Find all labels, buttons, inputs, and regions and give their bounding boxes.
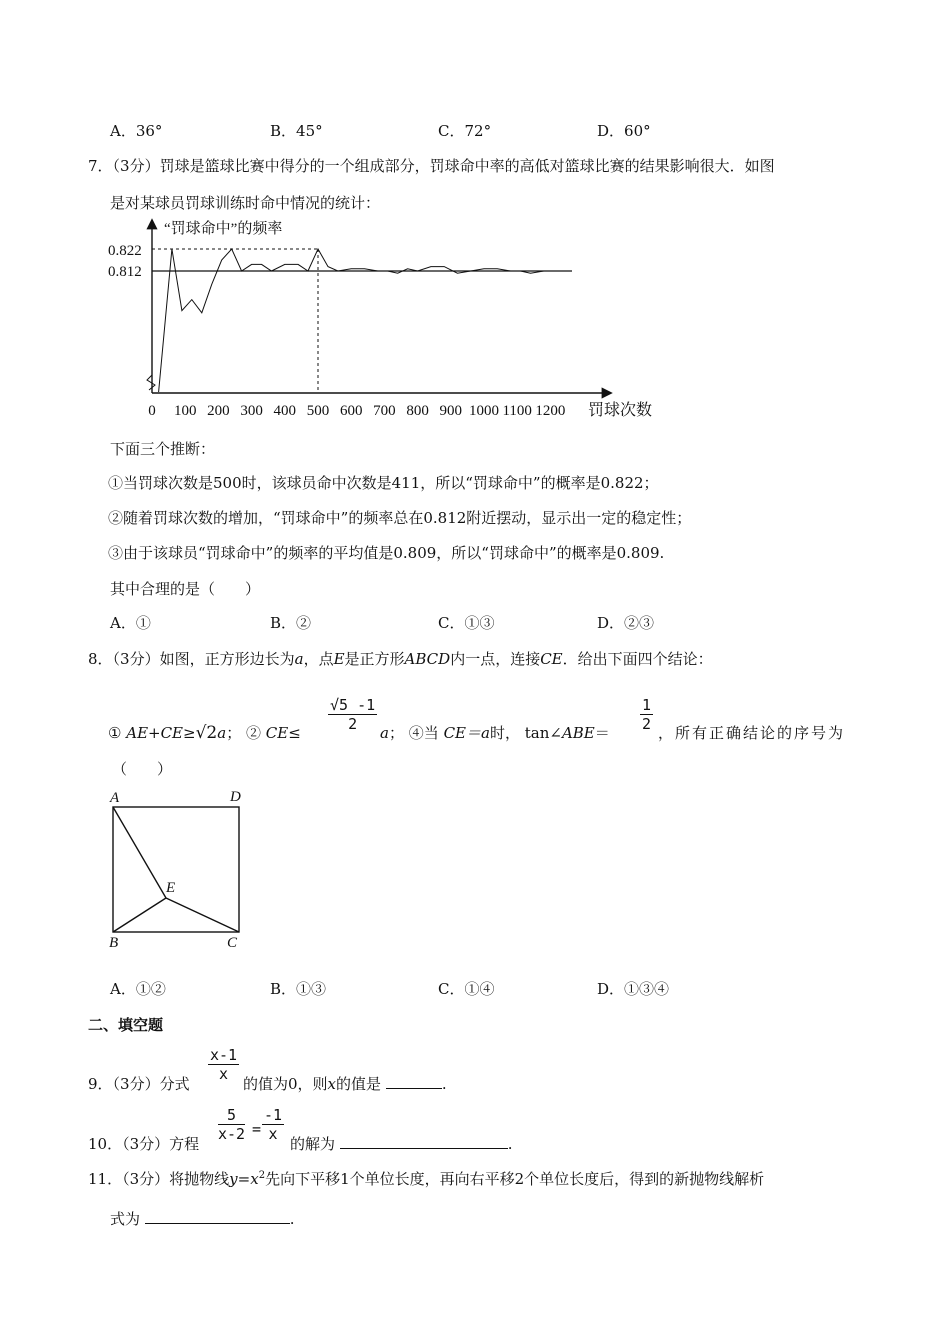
segment-ae xyxy=(113,807,166,898)
circled-number: ① xyxy=(108,724,122,742)
x-tick-label-1200: 1200 xyxy=(535,403,566,419)
stem-text: 分式 xyxy=(159,1075,190,1093)
question-points: （3分） xyxy=(112,650,160,668)
var-a: a xyxy=(380,724,389,742)
stem-text: 如图，正方形边长为 xyxy=(159,650,295,668)
x-axis-label: 罚球次数 xyxy=(588,402,653,419)
q11-line2 xyxy=(110,1208,295,1229)
var-x: x xyxy=(250,1170,259,1188)
x-tick-label-700: 700 xyxy=(373,403,396,419)
question-number: 7． xyxy=(88,157,113,175)
var-a: a xyxy=(294,650,304,668)
axis-break-icon xyxy=(147,375,155,390)
math-expr: CE xyxy=(265,724,289,742)
angle-abe: ABE xyxy=(561,724,595,742)
math-expr: CE＝ xyxy=(443,724,481,742)
q10-equals: = xyxy=(252,1120,262,1138)
stem-text: 式为 xyxy=(110,1210,141,1228)
option-text: ①④ xyxy=(464,980,495,998)
x-tick-label-800: 800 xyxy=(406,403,429,419)
option-text: ② xyxy=(296,614,312,632)
option-letter: B． xyxy=(270,122,297,140)
label-e: E xyxy=(166,880,176,896)
x-tick-label-500: 500 xyxy=(306,403,330,419)
x-tick-label-100: 100 xyxy=(173,403,197,419)
q8-option-a[interactable] xyxy=(110,978,166,999)
separator: ； xyxy=(388,724,404,742)
exponent: 2 xyxy=(258,1170,266,1181)
q8-tail: ，所有正确结论的序号为 xyxy=(658,724,846,742)
answer-blank[interactable] xyxy=(386,1087,442,1089)
option-letter: C． xyxy=(438,122,465,140)
y-tick-label-0.812: 0.812 xyxy=(108,264,142,280)
fraction-numerator: x-1 xyxy=(210,1046,238,1064)
var-ce: CE xyxy=(540,650,563,668)
x-tick-labels xyxy=(148,403,565,419)
x-tick-label-1100: 1100 xyxy=(502,403,532,419)
question-points: （3分） xyxy=(122,1135,170,1153)
option-letter: B． xyxy=(270,980,297,998)
fraction-denominator: x xyxy=(219,1065,229,1083)
option-letter: A． xyxy=(110,122,136,140)
x-tick-label-1000: 1000 xyxy=(469,403,499,419)
y-tick-label-0.822: 0.822 xyxy=(108,243,142,259)
stem-text: 是正方形 xyxy=(344,650,405,668)
label-b: B xyxy=(109,935,119,951)
q9-stem xyxy=(88,1073,190,1094)
option-letter: C． xyxy=(438,614,465,632)
stem-text: 的值为0，则 xyxy=(243,1075,328,1093)
question-points: （3分） xyxy=(112,1075,160,1093)
q9-stem-rest xyxy=(243,1073,447,1094)
q11-stem xyxy=(88,1168,764,1189)
circled-number: ④ xyxy=(408,724,424,742)
x-tick-label-400: 400 xyxy=(273,403,297,419)
stem-text: 将抛物线 xyxy=(169,1170,230,1188)
q8-option-b[interactable] xyxy=(270,978,326,999)
q7-intro: 下面三个推断： xyxy=(110,440,216,458)
math-op: = xyxy=(237,1170,251,1188)
q10-stem-rest xyxy=(290,1133,513,1154)
var-abcd: ABCD xyxy=(404,650,451,668)
fraction-numerator: 1 xyxy=(642,696,652,714)
option-letter: D． xyxy=(597,614,625,632)
q6-option-d[interactable] xyxy=(597,120,651,141)
section-title: 二、填空题 xyxy=(88,1016,164,1034)
q7-inference-3: ③由于该球员“罚球命中”的频率的平均值是0.809，所以“罚球命中”的概率是0.809. xyxy=(108,544,665,562)
var-a: a xyxy=(217,724,227,742)
var-a: a xyxy=(481,724,490,742)
stem-text: 的值是 xyxy=(336,1075,382,1093)
stem-text: 方程 xyxy=(169,1135,200,1153)
option-text: ①③ xyxy=(464,614,495,632)
var-y: y xyxy=(229,1170,238,1188)
q6-option-a[interactable] xyxy=(110,120,162,141)
q6-option-b[interactable] xyxy=(270,120,323,141)
q10-fraction-left xyxy=(218,1106,245,1143)
circled-number: ② xyxy=(246,724,262,742)
answer-blank[interactable] xyxy=(340,1147,508,1149)
stem-text: . xyxy=(289,1210,295,1228)
q8-option-d[interactable] xyxy=(597,978,669,999)
square-figure xyxy=(100,784,260,954)
math-op: ＝ xyxy=(594,724,610,742)
option-text: 72° xyxy=(464,122,492,140)
q6-option-c[interactable] xyxy=(438,120,491,141)
q8-fraction-sqrt5 xyxy=(328,696,377,733)
math-op: ≥ xyxy=(183,724,196,742)
stem-text: ，点 xyxy=(303,650,334,668)
question-number: 10． xyxy=(88,1135,123,1153)
option-letter: A． xyxy=(110,980,136,998)
q7-stem-line2: 是对某球员罚球训练时命中情况的统计： xyxy=(110,194,381,212)
option-letter: D． xyxy=(597,980,625,998)
option-text: 36° xyxy=(135,122,163,140)
fraction-denominator: x-2 xyxy=(218,1125,246,1143)
fraction-denominator: 2 xyxy=(642,715,652,733)
q7-option-a[interactable] xyxy=(110,612,151,633)
q8-option-c[interactable] xyxy=(438,978,495,999)
fraction-numerator: 5 xyxy=(227,1106,237,1124)
stem-text: . xyxy=(507,1135,513,1153)
x-tick-label-0: 0 xyxy=(148,403,156,419)
segment-be xyxy=(113,898,166,932)
question-stem: 罚球是篮球比赛中得分的一个组成部分，罚球命中率的高低对篮球比赛的结果影响很大．如图 xyxy=(159,157,775,175)
x-tick-label-300: 300 xyxy=(240,403,263,419)
answer-blank[interactable] xyxy=(145,1222,290,1224)
math-tan: tan∠ xyxy=(524,724,562,742)
option-letter: A． xyxy=(110,614,136,632)
q7-inference-1: ①当罚球次数是500时，该球员命中次数是411，所以“罚球命中”的概率是0.822； xyxy=(108,474,659,492)
math-op: ≤ xyxy=(288,724,301,742)
option-text: ①② xyxy=(135,980,166,998)
stem-text: 内一点，连接 xyxy=(450,650,541,668)
option-text: ①③④ xyxy=(624,980,670,998)
chart-title: “罚球命中”的频率 xyxy=(164,221,283,237)
question-number: 8． xyxy=(88,650,113,668)
q8-stem xyxy=(88,648,713,669)
stem-text: 当 xyxy=(423,724,439,742)
sqrt-2: √2 xyxy=(195,723,218,743)
q7-stem-line1 xyxy=(88,155,775,176)
q10-fraction-right xyxy=(262,1106,284,1143)
fraction-numerator: √5 -1 xyxy=(330,696,376,714)
option-text: ① xyxy=(135,614,151,632)
math-expr: AE+CE xyxy=(126,724,184,742)
q7-inference-2: ②随着罚球次数的增加，“罚球命中”的频率总在0.812附近摆动，显示出一定的稳定性； xyxy=(108,509,692,527)
q7-option-d[interactable] xyxy=(597,612,654,633)
x-tick-label-900: 900 xyxy=(439,403,463,419)
square-abcd xyxy=(113,807,239,932)
label-a: A xyxy=(110,790,120,806)
q8-paren: （ ） xyxy=(112,760,173,778)
fraction-numerator: -1 xyxy=(264,1106,283,1124)
option-text: 45° xyxy=(296,122,323,140)
question-number: 9． xyxy=(88,1075,113,1093)
q7-option-b[interactable] xyxy=(270,612,311,633)
option-text: ②③ xyxy=(624,614,655,632)
q8-conclusion-1 xyxy=(108,722,301,743)
label-c: C xyxy=(227,935,238,951)
option-text: ①③ xyxy=(296,980,327,998)
option-text: 60° xyxy=(624,122,651,140)
frequency-chart xyxy=(100,215,670,425)
stem-text: 时， xyxy=(489,724,520,742)
var-x: x xyxy=(327,1075,337,1093)
fraction-denominator: x xyxy=(268,1125,278,1143)
question-number: 11． xyxy=(88,1170,123,1188)
q8-conclusion-4 xyxy=(380,722,610,743)
question-points: （3分） xyxy=(112,157,160,175)
stem-text: 先向下平移1个单位长度，再向右平移2个单位长度后，得到的新抛物线解析 xyxy=(265,1170,765,1188)
option-letter: B． xyxy=(270,614,297,632)
option-letter: C． xyxy=(438,980,465,998)
stem-text: 的解为 xyxy=(290,1135,336,1153)
x-tick-label-600: 600 xyxy=(339,403,363,419)
separator: ； xyxy=(226,724,242,742)
question-points: （3分） xyxy=(122,1170,170,1188)
label-d: D xyxy=(230,789,241,805)
q9-fraction xyxy=(208,1046,239,1083)
fraction-denominator: 2 xyxy=(348,715,358,733)
segment-ce xyxy=(166,898,239,932)
var-e: E xyxy=(333,650,345,668)
q10-stem xyxy=(88,1133,199,1154)
stem-text: ．给出下面四个结论： xyxy=(562,650,713,668)
x-tick-label-200: 200 xyxy=(207,403,230,419)
option-letter: D． xyxy=(597,122,625,140)
q7-question: 其中合理的是（ ） xyxy=(110,580,261,598)
q8-fraction-half xyxy=(640,696,653,733)
q7-option-c[interactable] xyxy=(438,612,495,633)
stem-text: . xyxy=(441,1075,447,1093)
